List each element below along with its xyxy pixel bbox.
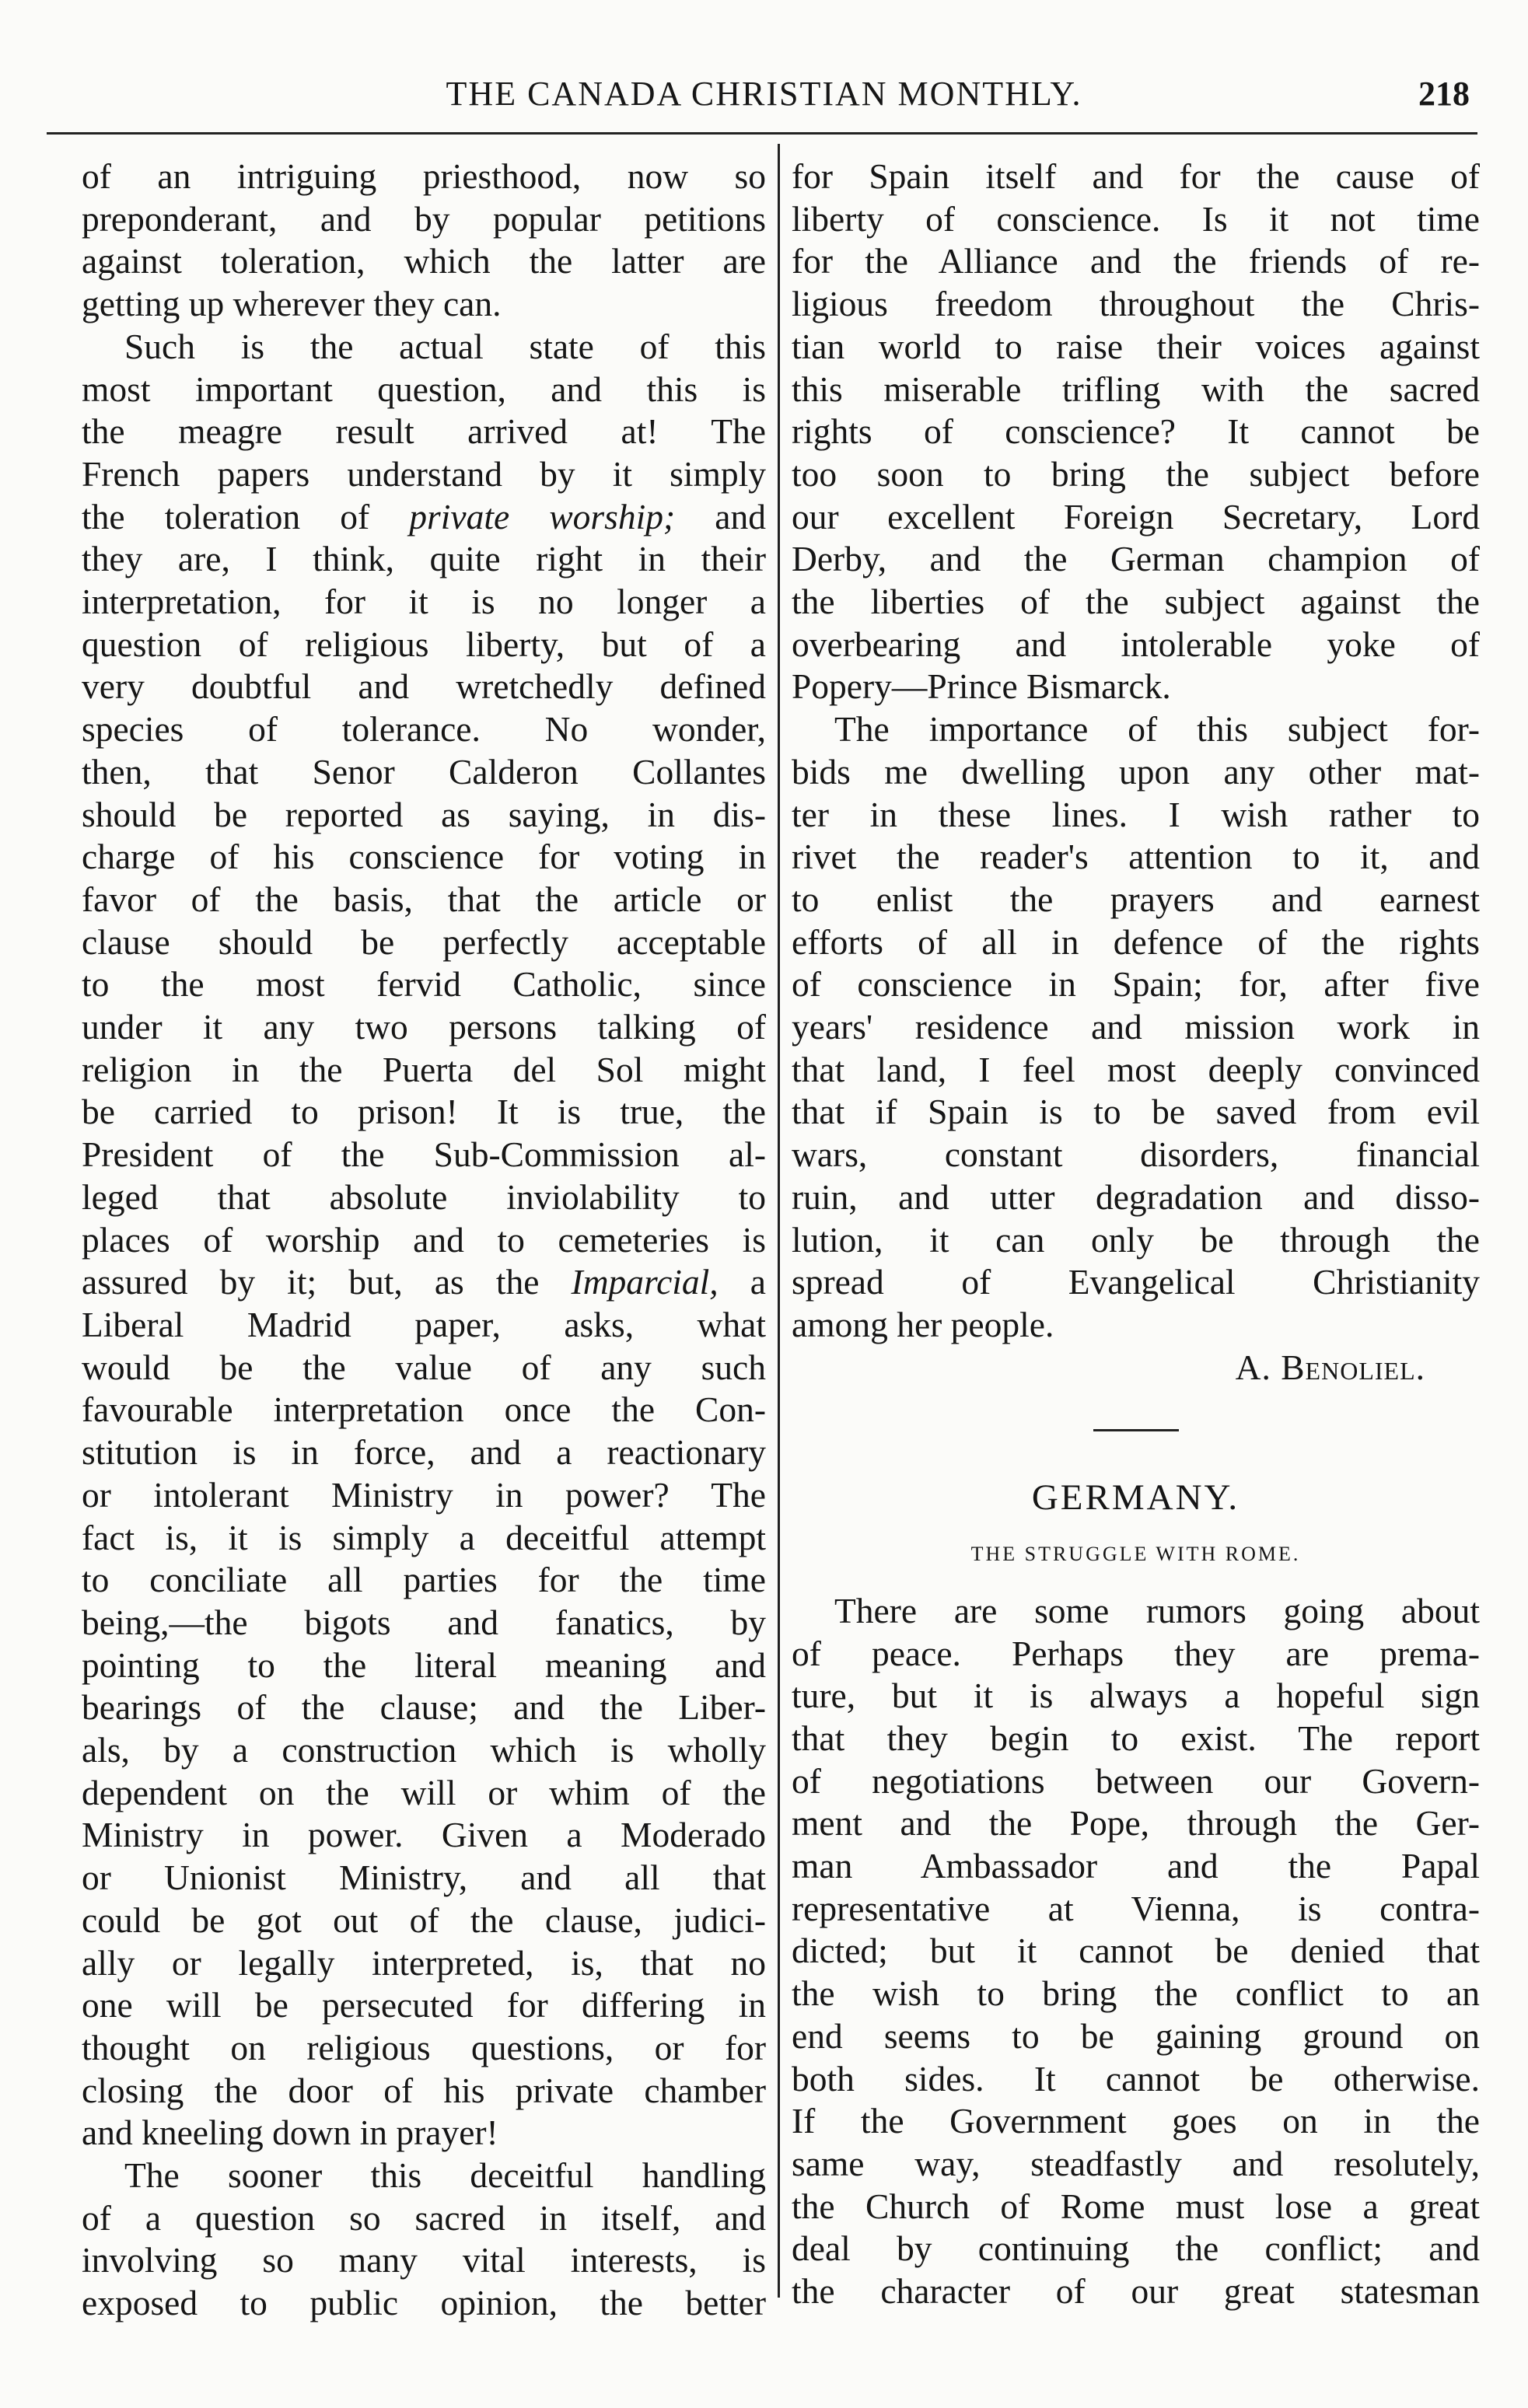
text-line: the wish to bring the conflict to an xyxy=(792,1973,1480,2014)
text-line: they are, I think, quite right in their xyxy=(82,539,766,579)
text-line: French papers understand by it simply xyxy=(82,453,766,494)
text-line: favourable interpretation once the Con- xyxy=(82,1389,766,1430)
text-line: interpretation, for it is no longer a xyxy=(82,582,766,622)
text-line: being,—the bigots and fanatics, by xyxy=(82,1602,766,1642)
text-line: one will be persecuted for differing in xyxy=(82,1985,766,2025)
emphasis-private-worship: private worship; xyxy=(409,496,676,536)
text-line: preponderant, and by popular petitions xyxy=(82,198,766,239)
text-line: very doubtful and wretchedly defined xyxy=(82,666,766,707)
left-column xyxy=(82,156,766,2325)
text-line: Ministry in power. Given a Moderado xyxy=(82,1815,766,1855)
text-line: places of worship and to cemeteries is xyxy=(82,1219,766,1260)
text-line: the character of our great statesman xyxy=(792,2271,1480,2312)
text-line: getting up wherever they can. xyxy=(82,284,502,324)
section-title: GERMANY. xyxy=(1031,1477,1240,1519)
text-line: bids me dwelling upon any other mat- xyxy=(792,751,1480,792)
text-line: deal by continuing the conflict; and xyxy=(792,2228,1480,2269)
text-line: ture, but it is always a hopeful sign xyxy=(792,1676,1480,1716)
text-line: that land, I feel most deeply convinced xyxy=(792,1049,1480,1089)
text-line: als, by a construction which is wholly xyxy=(82,1730,766,1770)
text-line: liberty of conscience. Is it not time xyxy=(792,198,1480,239)
section-subtitle: THE STRUGGLE WITH ROME. xyxy=(970,1543,1301,1566)
text-line: leged that absolute inviolability to xyxy=(82,1176,766,1217)
text-line: too soon to bring the subject before xyxy=(792,453,1480,494)
text-line: closing the door of his private chamber xyxy=(82,2070,766,2110)
text-line: Liberal Madrid paper, asks, what xyxy=(82,1304,766,1344)
text-line: pointing to the literal meaning and xyxy=(82,1644,766,1685)
text-line: religion in the Puerta del Sol might xyxy=(82,1049,766,1089)
text-line: our excellent Foreign Secretary, Lord xyxy=(792,496,1480,536)
text-line: that they begin to exist. The report xyxy=(792,1718,1480,1758)
header-rule xyxy=(47,132,1477,135)
text-line: to conciliate all parties for the time xyxy=(82,1560,766,1600)
text-line: among her people. xyxy=(792,1304,1054,1344)
text-line: that if Spain is to be saved from evil xyxy=(792,1092,1480,1132)
emphasis-imparcial: Imparcial, xyxy=(571,1262,719,1302)
text-line: rivet the reader's attention to it, and xyxy=(792,837,1480,877)
text-line: favor of the basis, that the article or xyxy=(82,879,766,919)
text-line: of a question so sacred in itself, and xyxy=(82,2197,766,2238)
running-header xyxy=(47,74,1481,128)
text-line: to the most fervid Catholic, since xyxy=(82,964,766,1005)
text-line: the liberties of the subject against the xyxy=(792,582,1480,622)
text-line: could be got out of the clause, judici- xyxy=(82,1899,766,1940)
page-number: 218 xyxy=(1418,75,1470,113)
text-line: of an intriguing priesthood, now so xyxy=(82,156,766,196)
text-line: of negotiations between our Govern- xyxy=(792,1760,1480,1801)
text-line: or Unionist Ministry, and all that xyxy=(82,1858,766,1898)
text-line: most important question, and this is xyxy=(82,369,766,409)
text-line: The sooner this deceitful handling xyxy=(124,2155,766,2196)
text-line: ally or legally interpreted, is, that no xyxy=(82,1942,766,1983)
text-line: Such is the actual state of this xyxy=(124,326,766,366)
text-line: dicted; but it cannot be denied that xyxy=(792,1931,1480,1971)
text-line: thought on religious questions, or for xyxy=(82,2027,766,2067)
text-line: assured by it; but, as the Imparcial, a xyxy=(82,1262,766,1302)
text-line: for the Alliance and the friends of re- xyxy=(792,241,1480,281)
text-line: man Ambassador and the Papal xyxy=(792,1846,1480,1886)
text-line: would be the value of any such xyxy=(82,1347,766,1387)
text-line: species of tolerance. No wonder, xyxy=(82,709,766,750)
text-line: this miserable trifling with the sacred xyxy=(792,369,1480,409)
text-line: lution, it can only be through the xyxy=(792,1219,1480,1260)
text-line: involving so many vital interests, is xyxy=(82,2240,766,2280)
text-line: The importance of this subject for- xyxy=(834,709,1480,750)
text-line: to enlist the prayers and earnest xyxy=(792,879,1480,919)
text-line: ruin, and utter degradation and disso- xyxy=(792,1176,1480,1217)
text-line: wars, constant disorders, financial xyxy=(792,1134,1480,1175)
text-line: ligious freedom throughout the Chris- xyxy=(792,284,1480,324)
text-line: clause should be perfectly acceptable xyxy=(82,921,766,962)
text-line: charge of his conscience for voting in xyxy=(82,837,766,877)
text-line: dependent on the will or whim of the xyxy=(82,1772,766,1812)
text-line: same way, steadfastly and resolutely, xyxy=(792,2143,1480,2183)
text-line: end seems to be gaining ground on xyxy=(792,2015,1480,2056)
text-line: the Church of Rome must lose a great xyxy=(792,2186,1480,2226)
text-line: representative at Vienna, is contra- xyxy=(792,1888,1480,1928)
text-line: Derby, and the German champion of xyxy=(792,539,1480,579)
text-line: Popery—Prince Bismarck. xyxy=(792,666,1171,707)
text-line: question of religious liberty, but of a xyxy=(82,624,766,664)
text-line: be carried to prison! It is true, the xyxy=(82,1092,766,1132)
text-line: rights of conscience? It cannot be xyxy=(792,411,1480,452)
author-signature: A. Benoliel. xyxy=(1235,1347,1425,1387)
text-line: There are some rumors going about xyxy=(834,1590,1480,1630)
text-line: If the Government goes on in the xyxy=(792,2101,1480,2141)
text-line: should be reported as saying, in dis- xyxy=(82,794,766,834)
text-line: efforts of all in defence of the rights xyxy=(792,921,1480,962)
text-line: exposed to public opinion, the better xyxy=(82,2283,766,2323)
text-line: or intolerant Ministry in power? The xyxy=(82,1474,766,1515)
text-line: of conscience in Spain; for, after five xyxy=(792,964,1480,1005)
text-line: tian world to raise their voices against xyxy=(792,326,1480,366)
text-line: years' residence and mission work in xyxy=(792,1007,1480,1047)
text-line: and kneeling down in prayer! xyxy=(82,2113,498,2153)
column-divider xyxy=(778,144,780,2298)
text-line: both sides. It cannot be otherwise. xyxy=(792,2058,1480,2099)
text-line: bearings of the clause; and the Liber- xyxy=(82,1687,766,1728)
text-line: under it any two persons talking of xyxy=(82,1007,766,1047)
text-line: the toleration of private worship; and xyxy=(82,496,766,536)
text-line: ment and the Pope, through the Ger- xyxy=(792,1803,1480,1844)
text-line: ter in these lines. I wish rather to xyxy=(792,794,1480,834)
text-line: overbearing and intolerable yoke of xyxy=(792,624,1480,664)
text-line: for Spain itself and for the cause of xyxy=(792,156,1480,196)
text-line: then, that Senor Calderon Collantes xyxy=(82,751,766,792)
section-divider-rule xyxy=(1093,1429,1179,1431)
text-line: fact is, it is simply a deceitful attempt xyxy=(82,1517,766,1557)
text-line: spread of Evangelical Christianity xyxy=(792,1262,1480,1302)
right-column xyxy=(792,156,1480,2313)
journal-title: THE CANADA CHRISTIAN MONTHLY. xyxy=(446,75,1082,113)
text-line: of peace. Perhaps they are prema- xyxy=(792,1633,1480,1673)
text-line: the meagre result arrived at! The xyxy=(82,411,766,452)
text-line: stitution is in force, and a reactionary xyxy=(82,1432,766,1473)
text-line: President of the Sub-Commission al- xyxy=(82,1134,766,1175)
text-line: against toleration, which the latter are xyxy=(82,241,766,281)
